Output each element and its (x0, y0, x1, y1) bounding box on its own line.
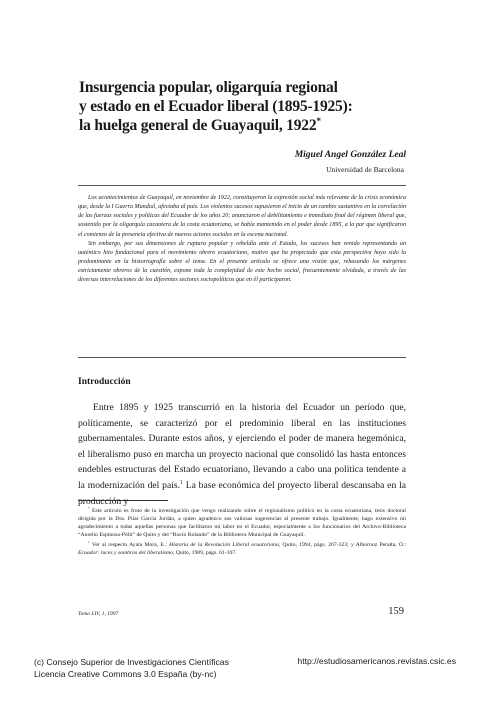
footnote-text-post: , Quito, 1989, págs. 61-107. (172, 550, 237, 557)
footnote-marker: 1 (88, 540, 90, 545)
footnote-cited-title: Ecuador: luces y sombras del liberalismo (78, 550, 173, 557)
title-footnote-marker: * (316, 116, 321, 127)
title-line-2: y estado en el Ecuador liberal (1895-1925): (79, 98, 353, 115)
title-line-3-text: la huelga general de Guayaquil, 1922 (79, 117, 317, 134)
abstract-paragraph: Sin embargo, por sus dimensiones de ruptura popular y rebeldía ante el Estado, los sucesos han venido representando un auténtico hito fundacional para el movimiento obrero ecuatoriano, motivo que ha propiciado que esta perspectiva haya sido la predominante en la historiografía sobre el tema. En el presente artículo se ofrece una visión que, rebasando los márgenes estrictamente obreros de la cuestión, expone toda la complejidad de este hecho social, frecuentemente olvidada, a través de las diversas interrelaciones de los diferentes sectores sociopolíticos que en él participaron. (78, 240, 406, 284)
page-number: 159 (388, 606, 404, 617)
footnotes (78, 507, 406, 560)
footnote-marker: * (88, 506, 90, 511)
abstract-top-rule (78, 185, 406, 186)
license-line-1: (c) Consejo Superior de Investigaciones Científicas (34, 657, 229, 667)
footnote-text: Este artículo es fruto de la investigación que vengo realizando sobre el regionalismo político en la costa ecuatoriana, tesis doctoral dirigida por la Dra. Pilar García Jordán, a quien agradezco sus valiosas sugerencias al presente trabajo. Igualmente, hago extensivo mi agradecimiento a todas aquellas personas que facilitaron mi labor en el Ecuador, especialmente a los funcionarios del Archivo-Biblioteca “Aurelio Espinosa-Pólit” de Quito y del “Rocío Rolando” de la Biblioteca Municipal de Guayaquil. (78, 508, 406, 539)
footnote-text-mid: , Quito, 1994, págs. 267-323; y Albornoz Peralta, O.: (278, 542, 407, 549)
license-notice (34, 656, 229, 680)
journal-reference: Tomo LIV, 1, 1997 (78, 611, 119, 617)
author-name: Miguel Angel González Leal (294, 150, 406, 160)
body-paragraph-tail: La base económica del proyecto liberal descansaba en la producción y (78, 479, 406, 507)
author-affiliation: Universidad de Barcelona (326, 165, 404, 174)
body-paragraph-text: Entre 1895 y 1925 transcurrió en la historia del Ecuador un período que, políticamente, se caracterizó por el predominio liberal en las instituciones gubernamentales. Durante estos años, y ejerciendo el poder de manera hegemónica, el liberalismo puso en marcha un proyecto nacional que consolidó las hasta entonces endebles estructuras del Estado ecuatoriano, llevando a cabo una política tendente a la modernización del país. (78, 402, 406, 491)
abstract (78, 194, 406, 286)
footnote (78, 541, 406, 557)
footnote-rule (78, 500, 168, 501)
body-text (78, 400, 406, 509)
license-line-2: Licencia Creative Commons 3.0 España (by-nc) (34, 669, 217, 679)
body-paragraph (78, 400, 406, 509)
section-heading: Introducción (78, 377, 131, 387)
footnote-text-pre: Ver al respecto Ayala Mora, E.: (91, 542, 170, 549)
footnote-cited-title: Historia de la Revolución Liberal ecuatoriana (169, 542, 279, 549)
title-line-1: Insurgencia popular, oligarquía regional (79, 79, 338, 96)
footnote (78, 507, 406, 539)
abstract-bottom-rule (78, 357, 406, 358)
article-title (79, 78, 419, 135)
title-line-3 (79, 116, 419, 135)
body-footnote-marker: 1 (180, 479, 183, 486)
abstract-paragraph: Los acontecimientos de Guayaquil, en noviembre de 1922, constituyeron la expresión social más relevante de la crisis económica que, desde la I Guerra Mundial, afectaba al país. Los violentos sucesos supusieron el inicio de un cambio sustantivo en la correlación de las fuerzas sociales y políticas del Ecuador de los años 20; anunciaron el debilitamiento e inmediato final del régimen liberal que, sostenido por la oligarquía cacaotera de la costa ecuatoriana, se había mantenido en el poder desde 1895, a la par que significaron el comienzo de la presencia efectiva de nuevos actores sociales en la escena nacional. (78, 195, 406, 238)
journal-url: http://estudiosamericanos.revistas.csic.es (297, 656, 456, 666)
